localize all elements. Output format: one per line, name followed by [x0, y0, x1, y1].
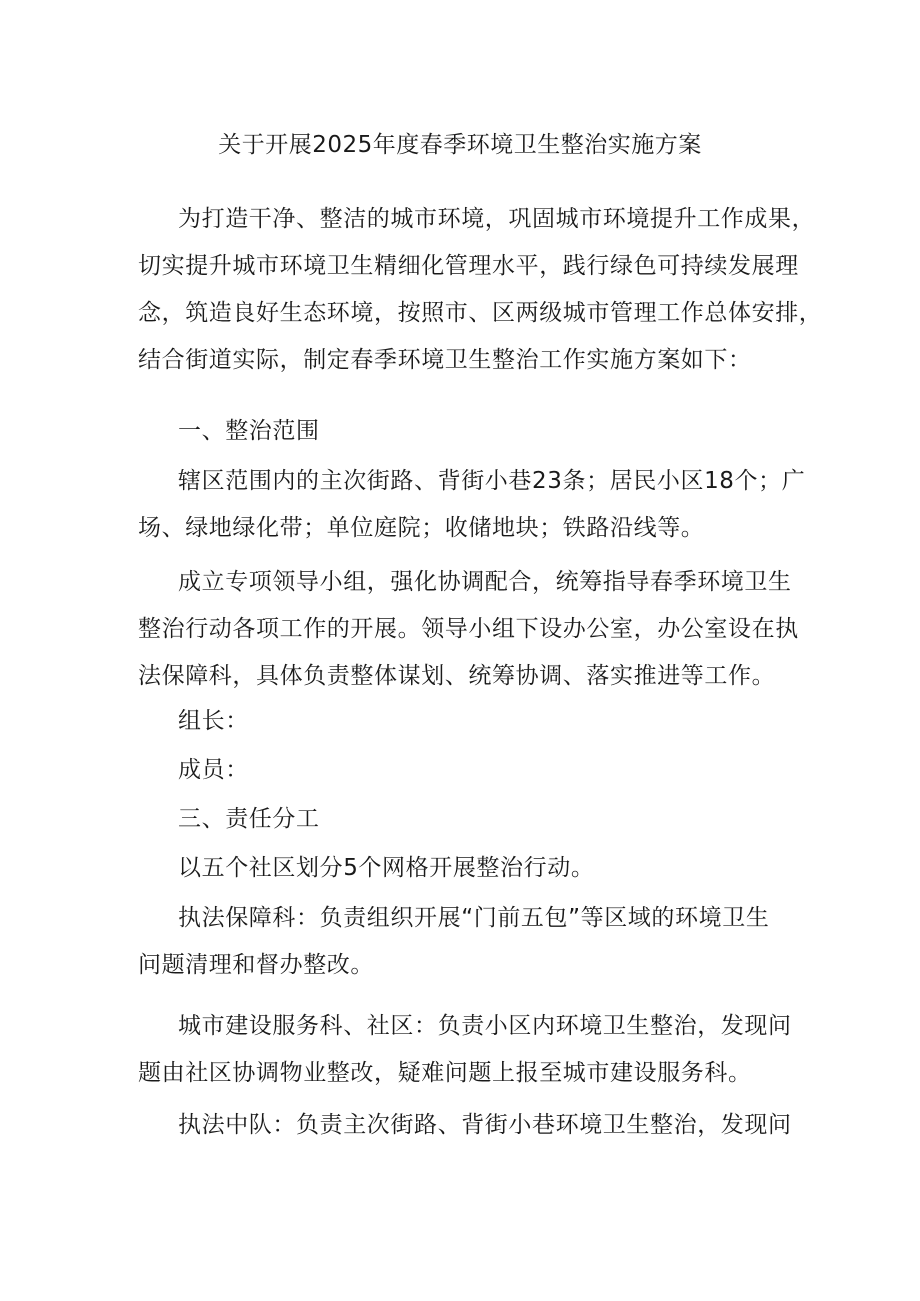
- text-line: 念，筑造良好生态环境，按照市、区两级城市管理工作总体安排，: [138, 300, 823, 326]
- text-line: 切实提升城市环境卫生精细化管理水平，践行绿色可持续发展理: [138, 253, 799, 279]
- text-line: 执法中队：负责主次街路、背街小巷环境卫生整治，发现问: [178, 1112, 792, 1138]
- text-line: 组长：: [178, 708, 249, 734]
- document-title: 关于开展2025年度春季环境卫生整治实施方案: [218, 132, 702, 158]
- paragraph-scope: [138, 458, 806, 552]
- paragraph-duty-construction: [138, 1003, 798, 1097]
- paragraph-duty-squad: [138, 1102, 798, 1149]
- section-heading-duties: [138, 796, 798, 843]
- paragraph-intro: [138, 196, 823, 384]
- text-line: 场、绿地绿化带；单位庭院；收储地块；铁路沿线等。: [138, 515, 705, 541]
- text-line: 成立专项领导小组，强化协调配合，统筹指导春季环境卫生: [178, 569, 792, 595]
- paragraph-leadership: [138, 559, 798, 700]
- text-line: 法保障科，具体负责整体谋划、统筹协调、落实推进等工作。: [138, 663, 776, 689]
- text-line: 辖区范围内的主次街路、背街小巷23条；居民小区18个；广: [178, 468, 806, 494]
- section-heading-scope: [138, 408, 798, 455]
- paragraph-duty-enforcement: [138, 895, 798, 989]
- text-line: 结合街道实际，制定春季环境卫生整治工作实施方案如下：: [138, 347, 752, 373]
- text-line: 一、整治范围: [178, 418, 320, 444]
- text-line: 题由社区协调物业整改，疑难问题上报至城市建设服务科。: [138, 1060, 752, 1086]
- paragraph-members: [138, 747, 798, 794]
- text-line: 三、责任分工: [178, 806, 320, 832]
- text-line: 整治行动各项工作的开展。领导小组下设办公室，办公室设在执: [138, 616, 799, 642]
- text-line: 为打造干净、整洁的城市环境，巩固城市环境提升工作成果，: [178, 206, 816, 232]
- paragraph-grid: [138, 845, 798, 892]
- text-line: 以五个社区划分5个网格开展整治行动。: [178, 855, 595, 881]
- text-line: 成员：: [178, 757, 249, 783]
- paragraph-leader: [138, 698, 798, 745]
- text-line: 问题清理和督办整改。: [138, 952, 374, 978]
- text-line: 城市建设服务科、社区：负责小区内环境卫生整治，发现问: [178, 1013, 792, 1039]
- text-line: 执法保障科：负责组织开展“门前五包”等区域的环境卫生: [178, 905, 770, 931]
